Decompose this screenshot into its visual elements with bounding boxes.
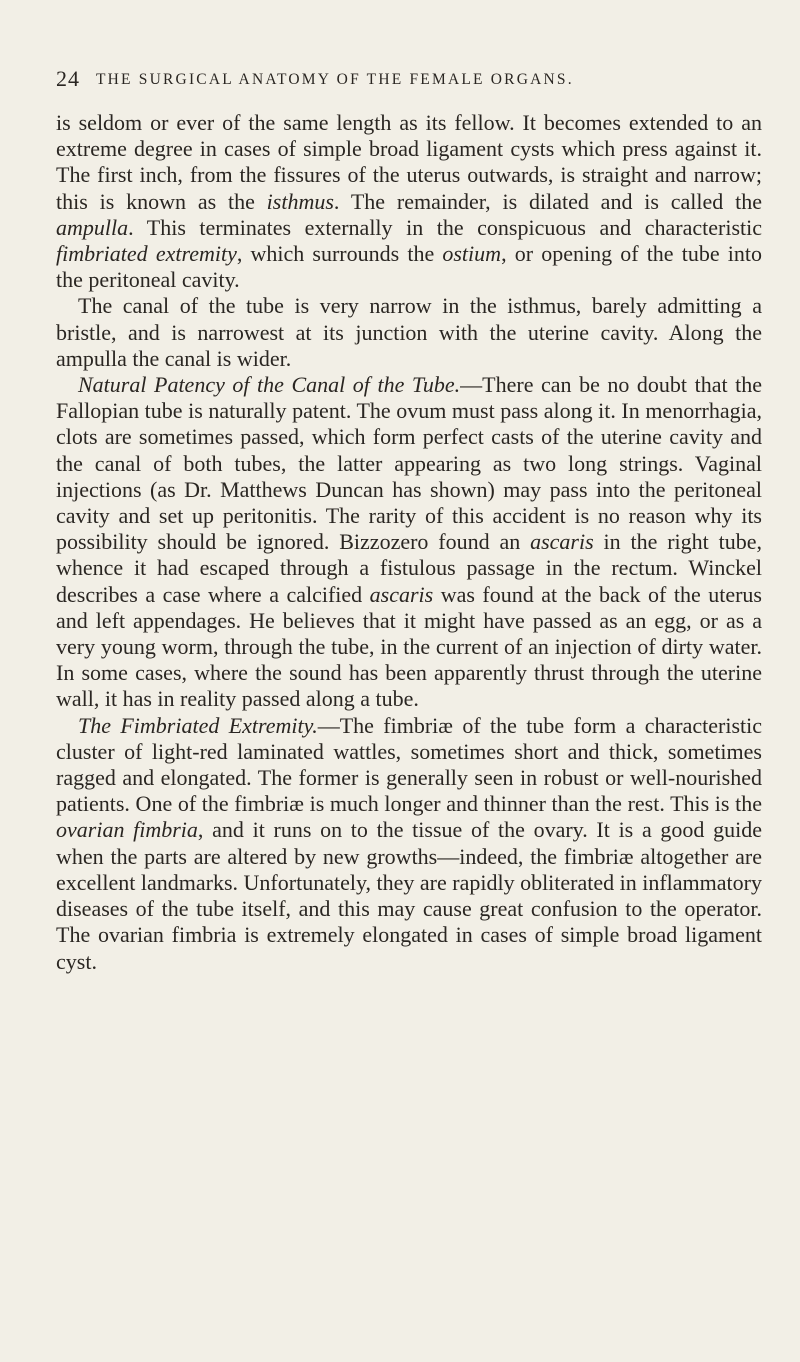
paragraph-fallopian-tube-parts [56, 110, 762, 293]
italic-term-fimbriated-extremity: fimbriated extremity [56, 241, 237, 267]
body-text [56, 110, 762, 975]
text-run: is seldom or ever of the same length as its fellow. It becomes extended to an extreme degree in cases of simple broad ligament cysts which press against it. The first inch, from the fissures of the uterus outwards, is straight and narrow; this is known as the [56, 110, 762, 214]
running-head: THE SURGICAL ANATOMY OF THE FEMALE ORGANS. [96, 71, 574, 88]
text-run: , or opening of the tube into the peritoneal cavity. [56, 241, 762, 293]
text-run: , and it runs on to the tissue of the ovary. It is a good guide when the parts are altered by new growths—indeed, the fimbriæ altogether are excellent landmarks. Unfortunately, they are rapidly obliterated in inflammatory diseases of the tube itself, and this may cause great confusion to the operator. The ovarian fimbria is extremely elongated in cases of simple broad ligament cyst. [56, 817, 762, 974]
italic-term-ovarian-fimbria: ovarian fimbria [56, 817, 198, 843]
book-page [56, 66, 762, 975]
text-run: The canal of the tube is very narrow in the isthmus, barely admitting a bristle, and is narrowest at its junction with the uterine cavity. Along the ampulla the canal is wider. [56, 293, 762, 371]
text-run: . The remainder, is dilated and is called the [333, 188, 762, 214]
text-run: , which surrounds the [236, 241, 443, 267]
page-number: 24 [56, 66, 80, 91]
text-run: in the right tube, whence it had escaped through a fistulous passage in the rectum. Winckel describes a case where a calcified [56, 529, 762, 607]
italic-term-ascaris: ascaris [530, 529, 594, 555]
italic-term-ampulla: ampulla [56, 214, 129, 240]
paragraph-natural-patency [56, 372, 762, 713]
italic-term-isthmus: isthmus [266, 188, 334, 214]
section-heading-natural-patency: Natural Patency of the Canal of the Tube. [78, 372, 461, 398]
text-run: was found at the back of the uterus and left appendages. He believes that it might have passed as an egg, or as a very young worm, through the tube, in the current of an injection of dirty water. In some cases, where the sound has been apparently thrust through the uterine wall, it has in reality passed along a tube. [56, 581, 762, 712]
paragraph-canal-of-tube [56, 293, 762, 372]
section-heading-fimbriated-extremity: The Fimbriated Extremity. [78, 712, 318, 738]
page-header [56, 66, 762, 96]
italic-term-ostium: ostium [442, 241, 502, 267]
paragraph-fimbriated-extremity [56, 713, 762, 975]
text-run: —The fimbriæ of the tube form a characteristic cluster of light-red laminated wattles, sometimes short and thick, sometimes ragged and elongated. The former is generally seen in robust or well-nourished patients. One of the fimbriæ is much longer and thinner than the rest. This is the [56, 712, 762, 817]
italic-term-ascaris: ascaris [369, 581, 434, 607]
text-run: —There can be no doubt that the Fallopian tube is naturally patent. The ovum must pass along it. In menorrhagia, clots are sometimes passed, which form perfect casts of the uterine cavity and the canal of both tubes, the latter appearing as two long strings. Vaginal injections (as Dr. Matthews Duncan has shown) may pass into the peritoneal cavity and set up peritonitis. The rarity of this accident is no reason why its possibility should be ignored. Bizzozero found an [56, 372, 762, 555]
text-run: . This terminates externally in the conspicuous and characteristic [128, 214, 762, 240]
